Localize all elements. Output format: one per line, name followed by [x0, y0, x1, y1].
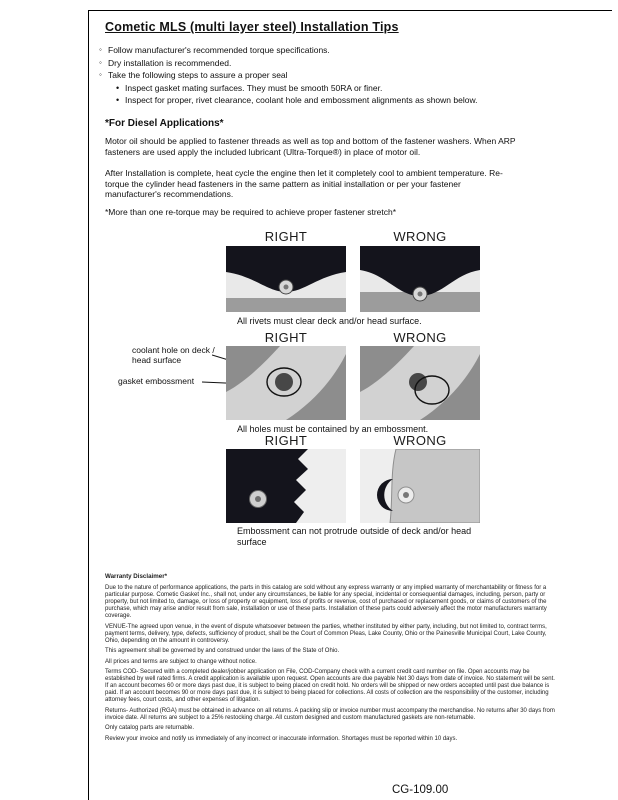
embossment-containment-right-diagram	[226, 346, 346, 420]
warranty-paragraph: All prices and terms are subject to change without notice.	[105, 658, 257, 665]
warranty-paragraph: Terms COD- Secured with a completed dealer/jobber application on File, COD-Company check with a current credit card number on file. Open accounts may be established by well rated firms. A credit application is available upon request. Open accounts are due payable Net 30 days from date of invoice. No statement will be sent. If an account becomes 60 or more days past due, it is subject to being placed on credit hold. No orders will be shipped or new orders accepted until past due balance is paid. If an account becomes 90 or more days past due, it is subject to being placed for collections. All costs of collection are the responsibility of the customer, including attorney fees, court costs, and other expenses of litigation.	[105, 669, 555, 703]
tip-sub-item	[116, 94, 477, 107]
bullet-icon: ◦	[99, 70, 102, 79]
tip-text: Take the following steps to assure a proper seal	[108, 70, 288, 80]
warranty-disclaimer	[105, 573, 557, 746]
tip-item	[99, 44, 477, 57]
rivet-clearance-right-diagram	[226, 246, 346, 312]
retorque-note: *More than one re-torque may be required to achieve proper fastener stretch*	[105, 207, 397, 217]
right-label: RIGHT	[264, 433, 308, 448]
diagram-row1-headers	[226, 229, 480, 244]
wrong-label: WRONG	[393, 433, 447, 448]
embossment-containment-wrong-diagram	[360, 346, 480, 420]
diagram-row3-headers	[226, 433, 480, 448]
tip-sub-item	[116, 82, 477, 95]
warranty-paragraph: Due to the nature of performance applications, the parts in this catalog are sold without any express warranty or any implied warranty of merchantability or fitness for a particular purpose. Cometic Gasket Inc., shall not, under any circumstances, be liable for any special, incidental or consequential damages, including, person, party or property, but not limited to, damage, or loss of property or equipment, loss of profits or revenue, cost of purchased or replacement goods, or claims of customers of the purchase, which may arise and/or result from sale, installation or use of these parts. Installation of these parts could adversely affect the motor manufacturers warranty coverage.	[105, 585, 547, 619]
rivet-clearance-wrong-diagram	[360, 246, 480, 312]
embossment-protrusion-right-diagram	[226, 449, 346, 523]
warranty-paragraph: VENUE-The agreed upon venue, in the event of dispute whatsoever between the parties, whether instituted by either party, including, but not limited to, contract terms, payment terms, delivery, type, defects, sufficiency of product, shall be the Court of Common Pleas, Lake County, Ohio or the Painesville Municipal Court, Lake County, Ohio, depending on the amount in controversy.	[105, 623, 547, 644]
row1-caption: All rivets must clear deck and/or head surface.	[237, 316, 422, 326]
warranty-paragraph: Review your invoice and notify us immediately of any incorrect or inaccurate information. Shortages must be reported within 10 days.	[105, 735, 458, 742]
tip-item	[99, 57, 477, 70]
bullet-icon: ◦	[99, 57, 102, 67]
right-label: RIGHT	[264, 330, 308, 345]
warranty-paragraph: Returns- Authorized (RGA) must be obtained in advance on all returns. A packing slip or invoice number must accompany the merchandise. No returns after 30 days from invoice date. All returns are subject to a 25% restocking charge. All custom designed and custom manufactured gaskets are non-returnable.	[105, 707, 555, 721]
tip-text: Dry installation is recommended.	[108, 57, 232, 68]
diagram-row2-headers	[226, 330, 480, 345]
gasket-embossment-label: gasket embossment	[118, 376, 195, 386]
bullet-icon: •	[116, 82, 120, 93]
warranty-paragraph: Only catalog parts are returnable.	[105, 725, 195, 731]
page-number: CG-109.00	[392, 784, 449, 796]
coolant-hole-label: coolant hole on deck / head surface	[132, 345, 215, 365]
bullet-icon: ◦	[99, 45, 102, 54]
wrong-label: WRONG	[393, 330, 447, 345]
tips-list	[99, 44, 477, 107]
tip-text: Follow manufacturer's recommended torque specifications.	[108, 45, 330, 55]
diesel-paragraph-2: After Installation is complete, heat cycle the engine then let it completely cool to ambient temperature. Re-torque the cylinder head fasteners in the same pattern as initial installation or per your fastener manufacturer's recommendations.	[105, 168, 503, 199]
bullet-icon: •	[116, 95, 120, 105]
right-label: RIGHT	[264, 229, 308, 244]
row2-caption: All holes must be contained by an embossment.	[237, 424, 429, 434]
row3-caption: Embossment can not protrude outside of deck and/or head surface	[237, 526, 472, 547]
diesel-applications-heading: *For Diesel Applications*	[105, 118, 224, 129]
embossment-protrusion-wrong-diagram	[360, 449, 480, 523]
tip-text: Inspect gasket mating surfaces. They must be smooth 50RA or finer.	[125, 82, 383, 93]
tip-item	[99, 69, 477, 82]
wrong-label: WRONG	[393, 229, 447, 244]
page-title: Cometic MLS (multi layer steel) Installation Tips	[105, 20, 399, 34]
warranty-paragraph: This agreement shall be governed by and construed under the laws of the State of Ohio.	[105, 648, 340, 654]
tip-text: Inspect for proper, rivet clearance, coolant hole and embossment alignments as shown below.	[125, 95, 478, 105]
warranty-heading: Warranty Disclaimer*	[105, 573, 168, 580]
diesel-paragraph-1: Motor oil should be applied to fastener threads as well as top and bottom of the fastener washers. When ARP fasteners are used apply the included lubricant (Ultra-Torque®) in place of motor oil.	[105, 136, 516, 157]
